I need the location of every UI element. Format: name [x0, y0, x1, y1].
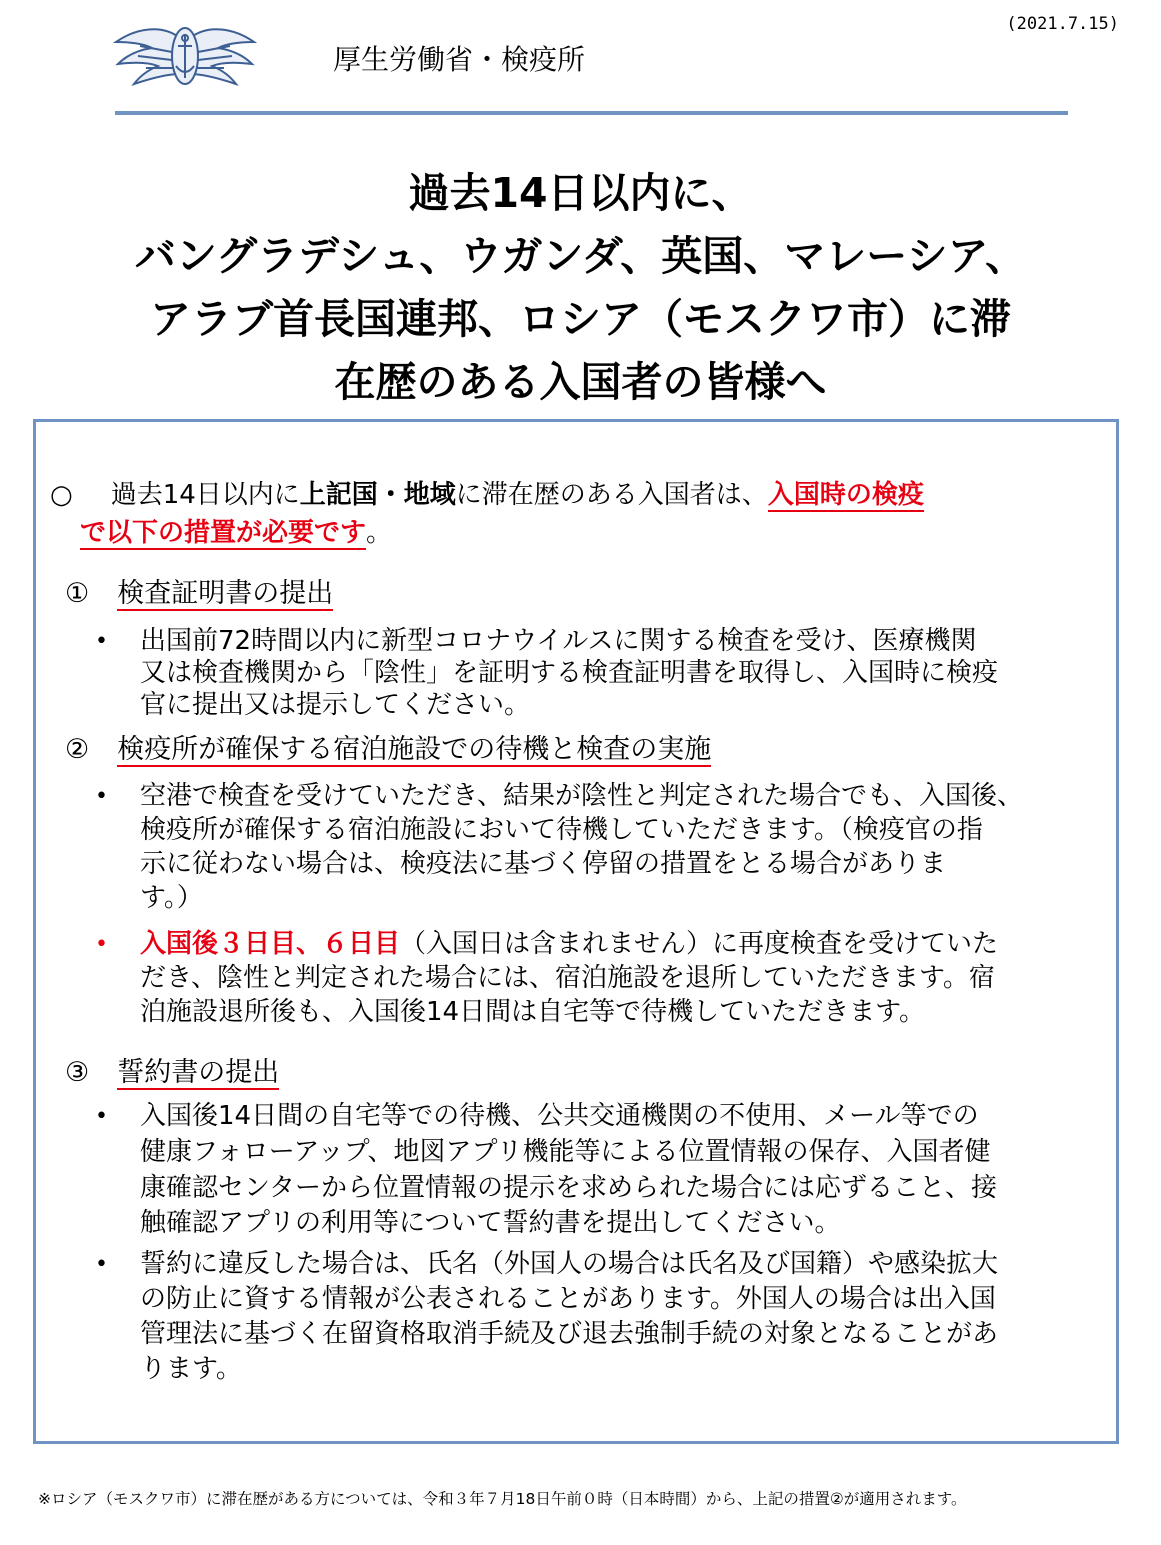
intro-highlight: 入国時の検疫 [767, 480, 924, 510]
bullet-line: 官に提出又は提示してください。 [140, 690, 531, 720]
section-title: 誓約書の提出 [117, 1057, 280, 1088]
bullet-icon: • [95, 629, 108, 654]
section-title: 検疫所が確保する宿泊施設での待機と検査の実施 [117, 734, 712, 765]
quarantine-emblem-icon [112, 18, 258, 94]
bullet-line: 誓約に違反した場合は、氏名（外国人の場合は氏名及び国籍）や感染拡大 [140, 1249, 999, 1279]
section-heading-3 [65, 1057, 279, 1089]
header-divider [115, 111, 1068, 115]
intro-highlight: で以下の措置が必要です [80, 518, 367, 548]
bullet-line: 入国後14日間の自宅等での待機、公共交通機関の不使用、メール等での [140, 1101, 979, 1131]
bullet-icon: • [95, 1104, 108, 1129]
bullet-line: の防止に資する情報が公表されることがあります。外国人の場合は出入国 [140, 1284, 996, 1314]
bullet-text: （入国日は含まれません）に再度検査を受けていた [400, 929, 999, 959]
title-line: 在歴のある入国者の皆様へ [334, 358, 827, 406]
bullet-line: 検疫所が確保する宿泊施設において待機していただきます。（検疫官の指 [140, 815, 983, 845]
bullet-line: だき、陰性と判定された場合には、宿泊施設を退所していただきます。宿 [140, 963, 995, 993]
bullet-line: 泊施設退所後も、入国後14日間は自宅等で待機していただきます。 [140, 997, 926, 1027]
bullet-line: 出国前72時間以内に新型コロナウイルスに関する検査を受け、医療機関 [140, 626, 977, 656]
org-name: 厚生労働省・検疫所 [333, 43, 586, 76]
title-line: バングラデシュ、ウガンダ、英国、マレーシア、 [134, 232, 1027, 280]
circle-marker: ○ [50, 480, 73, 510]
schedule-highlight: 入国後３日目、６日目 [140, 929, 401, 959]
section-number: ① [65, 578, 90, 609]
section-heading-1 [65, 578, 333, 610]
intro-text: に滞在歴のある入国者は、 [455, 480, 768, 510]
bullet-icon: • [95, 932, 108, 957]
title-line: アラブ首長国連邦、ロシア（モスクワ市）に滞 [150, 295, 1011, 343]
bullet-icon: • [95, 784, 108, 809]
bullet-line: 健康フォローアップ、地図アプリ機能等による位置情報の保存、入国者健 [140, 1137, 991, 1167]
date-label: (2021.7.15) [1006, 14, 1119, 34]
bullet-line: 示に従わない場合は、検疫法に基づく停留の措置をとる場合がありま [140, 849, 947, 879]
intro-emphasis: 上記国・地域 [299, 480, 456, 510]
footnote: ※ロシア（モスクワ市）に滞在歴がある方については、令和３年７月18日午前０時（日本時間）から、上記の措置②が適用されます。 [38, 1490, 967, 1508]
bullet-line [140, 928, 998, 960]
intro-period: 。 [366, 518, 393, 548]
bullet-line: 管理法に基づく在留資格取消手続及び退去強制手続の対象となることがあ [140, 1319, 999, 1349]
bullet-line: 触確認アプリの利用等について誓約書を提出してください。 [140, 1208, 841, 1238]
bullet-line: ります。 [140, 1354, 242, 1384]
bullet-line: 空港で検査を受けていただき、結果が陰性と判定された場合でも、入国後、 [140, 781, 1023, 811]
intro-line-2 [80, 517, 392, 549]
title-line: 過去14日以内に、 [408, 169, 753, 217]
section-number: ③ [65, 1057, 90, 1088]
intro-text: 過去14日以内に [110, 480, 300, 510]
section-title: 検査証明書の提出 [117, 578, 334, 609]
intro-line-1 [50, 479, 924, 511]
section-number: ② [65, 734, 90, 765]
bullet-line: 又は検査機関から「陰性」を証明する検査証明書を取得し、入国時に検疫 [140, 658, 999, 688]
section-heading-2 [65, 734, 711, 766]
bullet-icon: • [95, 1252, 108, 1277]
bullet-line: す。） [140, 883, 203, 913]
bullet-line: 康確認センターから位置情報の提示を求められた場合には応ずること、接 [140, 1173, 997, 1203]
page-title [0, 162, 1161, 414]
